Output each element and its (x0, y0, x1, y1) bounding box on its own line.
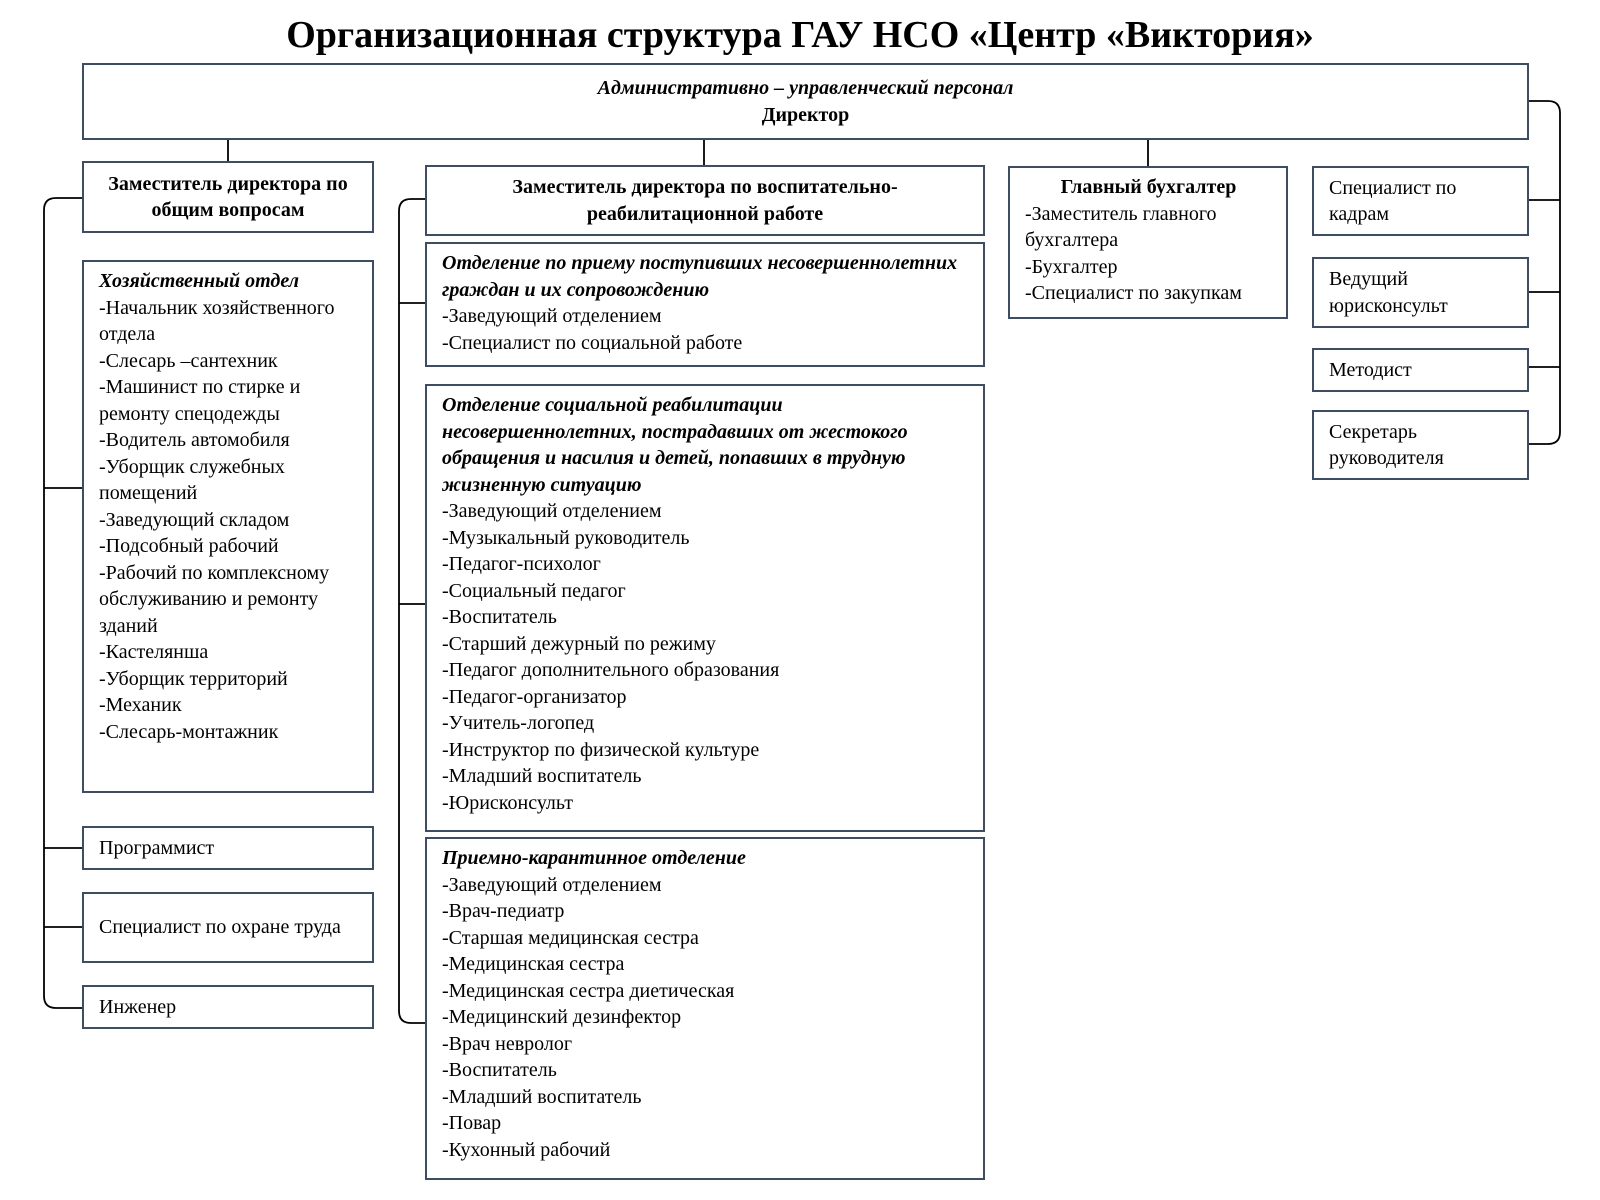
reception-department-title: Отделение по приему поступивших несовершеннолетних граждан и их сопровождению (442, 252, 958, 301)
lead-legal-box (1312, 257, 1529, 328)
list-item: -Слесарь –сантехник (99, 349, 278, 372)
list-item: -Учитель-логопед (442, 712, 595, 734)
list-item: -Музыкальный руководитель (442, 526, 690, 549)
list-item: -Заведующий отделением (442, 305, 662, 327)
list-item: -Юрисконсульт (442, 791, 574, 814)
list-item: -Педагог дополнительного образования (442, 659, 780, 681)
list-item: -Младший воспитатель (442, 765, 642, 787)
engineer-label: Инженер (99, 995, 177, 1018)
list-item: -Старшая медицинская сестра (442, 926, 699, 949)
list-item: -Специалист по социальной работе (442, 331, 743, 354)
list-item: -Социальный педагог (442, 579, 626, 602)
labor-safety-label: Специалист по охране труда (99, 916, 341, 939)
list-item: -Слесарь-монтажник (99, 720, 279, 743)
engineer-box (82, 985, 374, 1029)
lead-legal-label: Ведущий юрисконсульт (1329, 268, 1448, 317)
list-item: -Машинист по стирке и ремонту спецодежды (99, 376, 301, 425)
secretary-box (1312, 410, 1529, 480)
director-box (82, 63, 1529, 140)
chief-accountant-box (1008, 166, 1288, 319)
list-item: -Медицинский дезинфектор (442, 1006, 682, 1028)
social-rehab-department-title: Отделение социальной реабилитации несовершеннолетних, пострадавших от жестокого обращения и насилия и детей, попавших в трудную жизненную ситуацию (442, 394, 908, 496)
list-item: -Бухгалтер (1025, 255, 1118, 278)
director-label: Директор (761, 103, 850, 126)
secretary-label: Секретарь руководителя (1329, 420, 1444, 469)
list-item: -Инструктор по физической культуре (442, 738, 760, 761)
list-item: -Повар (442, 1112, 502, 1134)
household-department-box (82, 260, 374, 793)
list-item: -Старший дежурный по режиму (442, 632, 716, 655)
list-item: -Медицинская сестра диетическая (442, 979, 735, 1002)
chief-accountant-title: Главный бухгалтер (1060, 176, 1237, 198)
list-item: -Механик (99, 694, 182, 716)
list-item: -Уборщик служебных помещений (99, 455, 285, 504)
quarantine-department-box (425, 837, 985, 1180)
social-rehab-department-box (425, 384, 985, 832)
chart-title: Организационная структура ГАУ НСО «Центр «Виктория» (286, 14, 1314, 56)
list-item: -Младший воспитатель (442, 1085, 642, 1108)
list-item: -Воспитатель (442, 1059, 557, 1081)
list-item: -Специалист по закупкам (1025, 282, 1242, 304)
labor-safety-box (82, 892, 374, 963)
deputy-rehab-box (425, 165, 985, 236)
deputy-general-box (82, 161, 374, 233)
list-item: -Врач-педиатр (442, 900, 565, 922)
list-item: -Педагог-психолог (442, 553, 601, 575)
list-item: -Врач невролог (442, 1032, 573, 1055)
list-item: -Заведующий отделением (442, 500, 662, 522)
hr-specialist-label: Специалист по кадрам (1329, 176, 1457, 225)
list-item: -Начальник хозяйственного отдела (99, 296, 335, 345)
list-item: -Водитель автомобиля (99, 429, 290, 451)
deputy-general-label: Заместитель директора по общим вопросам (108, 172, 348, 221)
quarantine-department-title: Приемно-карантинное отделение (442, 847, 746, 869)
reception-department-box (425, 242, 985, 367)
hr-specialist-box (1312, 166, 1529, 236)
list-item: -Медицинская сестра (442, 953, 625, 975)
admin-staff-label: Административно – управленческий персонал (597, 77, 1014, 99)
list-item: -Кухонный рабочий (442, 1138, 611, 1161)
programmer-box (82, 826, 374, 870)
list-item: -Уборщик территорий (99, 667, 288, 690)
list-item: -Рабочий по комплексному обслуживанию и ремонту зданий (99, 561, 330, 637)
deputy-rehab-label: Заместитель директора по воспитательно-реабилитационной работе (512, 176, 898, 225)
list-item: -Подсобный рабочий (99, 535, 279, 557)
list-item: -Кастелянша (99, 641, 209, 663)
methodist-box (1312, 348, 1529, 392)
list-item: -Педагог-организатор (442, 685, 627, 708)
methodist-label: Методист (1329, 358, 1412, 381)
list-item: -Заведующий отделением (442, 873, 662, 896)
list-item: -Воспитатель (442, 606, 557, 628)
household-department-title: Хозяйственный отдел (99, 270, 299, 292)
list-item: -Заместитель главного бухгалтера (1025, 202, 1217, 251)
list-item: -Заведующий складом (99, 508, 290, 531)
programmer-label: Программист (99, 836, 215, 859)
